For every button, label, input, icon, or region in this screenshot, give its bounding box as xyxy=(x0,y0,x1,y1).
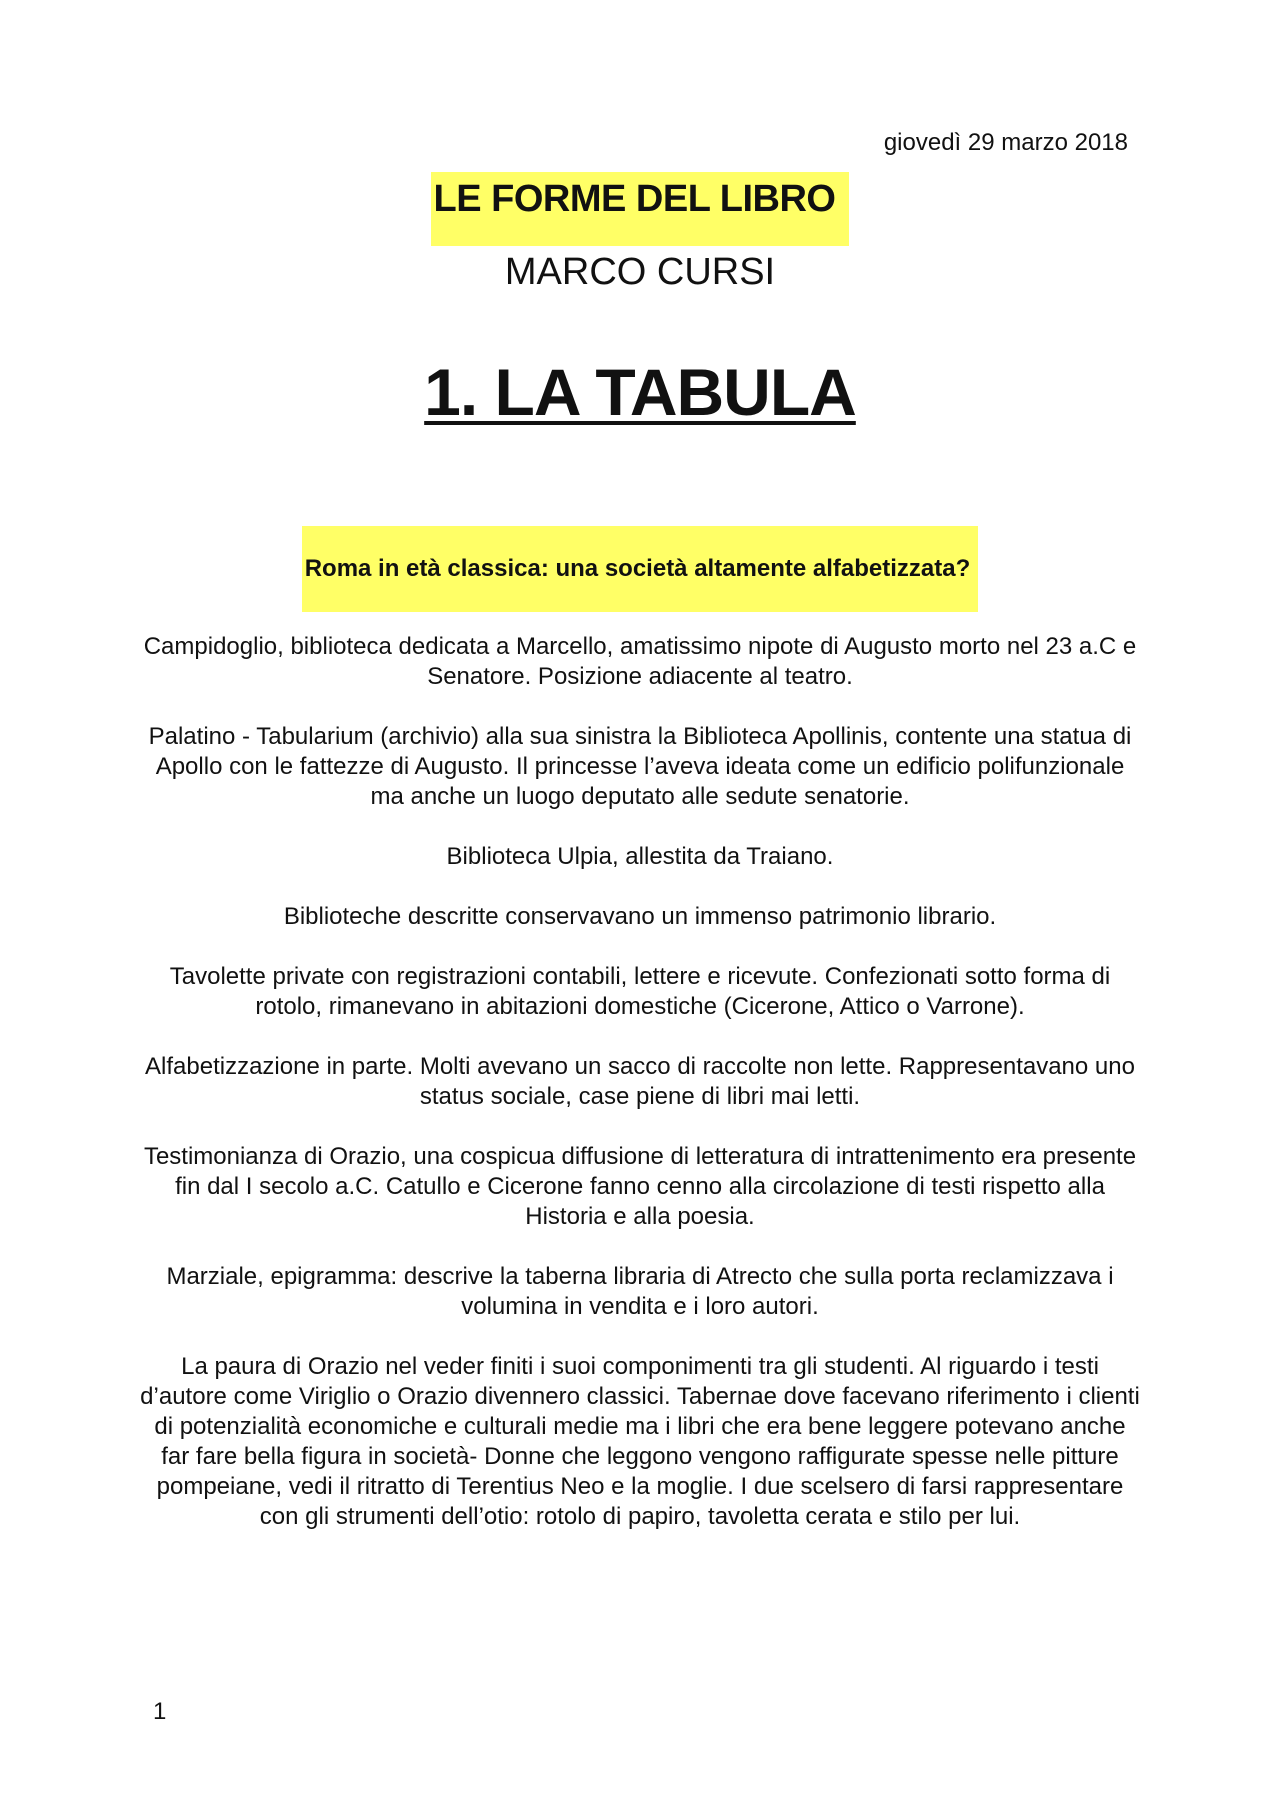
page-number: 1 xyxy=(153,1698,167,1725)
paragraph: Alfabetizzazione in parte. Molti avevano un sacco di raccolte non lette. Rappresentavano uno status sociale, case piene di libri mai letti. xyxy=(145,1053,1135,1110)
paragraph: Biblioteche descritte conservavano un immenso patrimonio librario. xyxy=(283,903,997,930)
paragraph: Marziale, epigramma: descrive la taberna libraria di Atrecto che sulla porta reclamizzava i volumina in vendita e i loro autori. xyxy=(166,1263,1114,1320)
document-date: giovedì 29 marzo 2018 xyxy=(883,129,1128,156)
paragraph: La paura di Orazio nel veder finiti i suoi componimenti tra gli studenti. Al riguardo i testi d’autore come Viriglio o Orazio divennero classici. Tabernae dove facevano riferimento i clienti di potenzialità economiche e culturali medie ma i libri che era bene leggere potevano anche far fare bella figura in società- Donne che leggono vengono raffigurate spesse nelle pitture pompeiane, vedi il ritratto di Terentius Neo e la moglie. I due scelsero di farsi rappresentare con gli strumenti dell’otio: rotolo di papiro, tavoletta cerata e stilo per lui. xyxy=(140,1353,1140,1530)
title-container xyxy=(0,172,1280,246)
section-subtitle: Roma in età classica: una società altamente alfabetizzata? xyxy=(302,526,979,612)
paragraph: Campidoglio, biblioteca dedicata a Marcello, amatissimo nipote di Augusto morto nel 23 a.C e Senatore. Posizione adiacente al teatro. xyxy=(143,633,1137,690)
document-author: MARCO CURSI xyxy=(504,251,776,293)
section-subtitle-container xyxy=(0,526,1280,612)
paragraph: Palatino - Tabularium (archivio) alla sua sinistra la Biblioteca Apollinis, contente una statua di Apollo con le fattezze di Augusto. Il princesse l’aveva ideata come un edificio polifunzionale ma anche un luogo deputato alle sedute senatorie. xyxy=(148,723,1132,810)
document-title: LE FORME DEL LIBRO xyxy=(431,172,850,246)
document-body xyxy=(140,632,1140,1562)
paragraph: Biblioteca Ulpia, allestita da Traiano. xyxy=(446,843,834,870)
paragraph: Testimonianza di Orazio, una cospicua diffusione di letteratura di intrattenimento era presente fin dal I secolo a.C. Catullo e Cicerone fanno cenno alla circolazione di testi rispetto alla Historia e alla poesia. xyxy=(143,1143,1137,1230)
chapter-heading: 1. LA TABULA xyxy=(424,355,856,429)
paragraph: Tavolette private con registrazioni contabili, lettere e ricevute. Confezionati sotto forma di rotolo, rimanevano in abitazioni domestiche (Cicerone, Attico o Varrone). xyxy=(169,963,1111,1020)
